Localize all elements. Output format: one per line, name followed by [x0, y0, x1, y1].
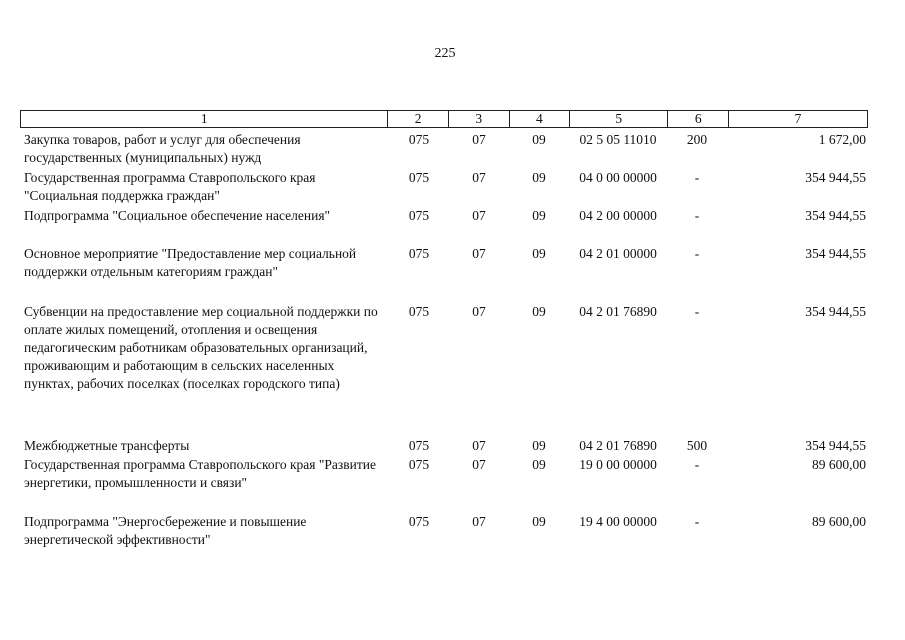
row-col-6: - [694, 457, 700, 472]
row-col-3: 07 [472, 438, 486, 453]
row-col-3: 07 [472, 246, 486, 261]
row-col-5: 04 2 00 00000 [579, 208, 657, 223]
row-col-4: 09 [532, 304, 546, 319]
table-row [20, 513, 868, 549]
row-col-7: 354 944,55 [805, 208, 866, 223]
row-name: Межбюджетные трансферты [24, 438, 190, 453]
row-col-3: 07 [472, 132, 486, 147]
header-col-4: 4 [510, 111, 571, 127]
table-row [20, 131, 868, 167]
row-col-7: 89 600,00 [812, 457, 866, 472]
row-col-4: 09 [532, 170, 546, 185]
row-col-6: - [694, 304, 700, 319]
row-col-6: 200 [686, 132, 708, 147]
row-col-7: 354 944,55 [805, 438, 866, 453]
row-col-3: 07 [472, 304, 486, 319]
row-name: Государственная программа Ставропольского края "Социальная поддержка граждан" [24, 170, 316, 203]
row-col-4: 09 [532, 132, 546, 147]
row-name: Субвенции на предоставление мер социальной поддержки по оплате жилых помещений, отопления и освещения педагогическим работникам образовательных организаций, проживающим и работающим в сельских населенных пунктах, рабочих поселках (поселках городского типа) [24, 304, 378, 391]
row-col-5: 19 0 00 00000 [579, 457, 657, 472]
row-col-5: 04 2 01 76890 [579, 304, 657, 319]
row-col-7: 354 944,55 [805, 246, 866, 261]
row-col-6: - [694, 246, 700, 261]
table-row [20, 437, 868, 455]
row-col-5: 04 2 01 76890 [579, 438, 657, 453]
row-col-6: - [694, 170, 700, 185]
header-col-5: 5 [570, 111, 668, 127]
header-col-3: 3 [449, 111, 510, 127]
row-col-4: 09 [532, 514, 546, 529]
row-col-7: 354 944,55 [805, 304, 866, 319]
row-col-3: 07 [472, 457, 486, 472]
table-row [20, 456, 868, 492]
row-col-2: 075 [408, 170, 430, 185]
row-col-2: 075 [408, 457, 430, 472]
row-col-7: 1 672,00 [818, 132, 866, 147]
header-col-1: 1 [21, 111, 388, 127]
row-name: Подпрограмма "Социальное обеспечение населения" [24, 208, 331, 223]
row-col-5: 04 2 01 00000 [579, 246, 657, 261]
row-col-3: 07 [472, 170, 486, 185]
row-col-4: 09 [532, 208, 546, 223]
row-col-2: 075 [408, 246, 430, 261]
page-number: 225 [434, 46, 456, 61]
row-col-5: 04 0 00 00000 [579, 170, 657, 185]
row-col-6: - [694, 514, 700, 529]
row-col-4: 09 [532, 438, 546, 453]
row-col-4: 09 [532, 457, 546, 472]
row-col-2: 075 [408, 208, 430, 223]
row-col-2: 075 [408, 514, 430, 529]
row-col-4: 09 [532, 246, 546, 261]
header-col-6: 6 [668, 111, 729, 127]
row-col-2: 075 [408, 132, 430, 147]
table-header [20, 110, 868, 128]
row-col-3: 07 [472, 208, 486, 223]
table-row [20, 303, 868, 393]
table-row [20, 169, 868, 205]
row-col-6: 500 [686, 438, 708, 453]
row-name: Государственная программа Ставропольского края "Развитие энергетики, промышленности и связи" [24, 457, 376, 490]
row-col-5: 02 5 05 11010 [579, 132, 657, 147]
row-col-7: 89 600,00 [812, 514, 866, 529]
row-col-3: 07 [472, 514, 486, 529]
header-col-2: 2 [388, 111, 449, 127]
header-col-7: 7 [794, 111, 802, 126]
row-col-7: 354 944,55 [805, 170, 866, 185]
table-row [20, 245, 868, 281]
row-col-5: 19 4 00 00000 [579, 514, 657, 529]
row-col-6: - [694, 208, 700, 223]
row-col-2: 075 [408, 304, 430, 319]
row-name: Закупка товаров, работ и услуг для обеспечения государственных (муниципальных) нужд [24, 132, 301, 165]
row-name: Основное мероприятие "Предоставление мер социальной поддержки отдельным категориям граждан" [24, 246, 357, 279]
row-col-2: 075 [408, 438, 430, 453]
table-row [20, 207, 868, 225]
row-name: Подпрограмма "Энергосбережение и повышение энергетической эффективности" [24, 514, 307, 547]
